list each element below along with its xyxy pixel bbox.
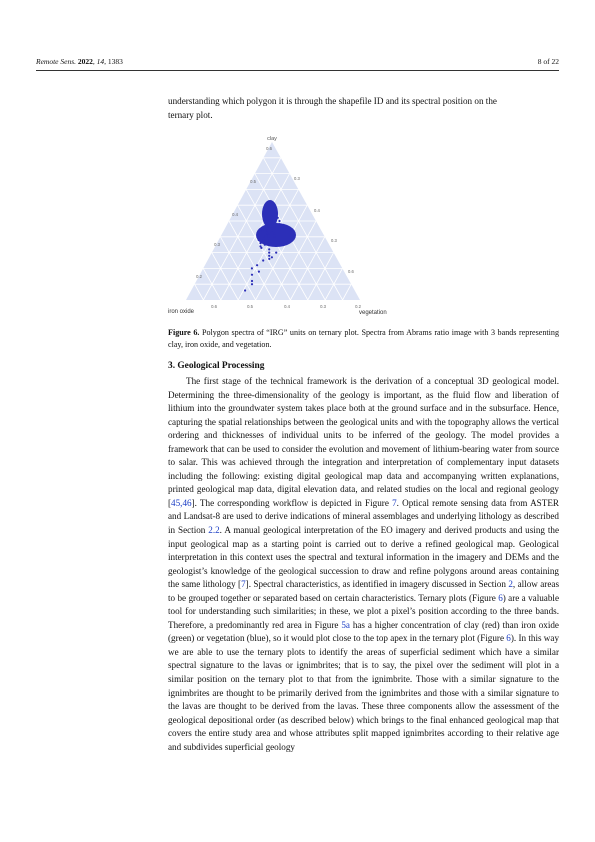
journal-volume: 14 <box>96 57 105 66</box>
body-text: , allow areas to be grouped together or separated based on certain characteristics. Ternary plots (Figure <box>168 579 559 603</box>
intro-paragraph <box>168 95 559 122</box>
left-tick: 0.6 <box>266 146 272 151</box>
data-point <box>251 274 253 276</box>
data-point <box>278 220 280 222</box>
data-point <box>268 255 270 257</box>
data-point <box>271 220 273 222</box>
page-number: 8 of 22 <box>537 57 559 66</box>
data-point <box>264 244 266 246</box>
left-tick: 0.2 <box>196 274 202 279</box>
journal-name: Remote Sens. <box>36 57 76 66</box>
dense-point-cloud <box>256 223 296 247</box>
citation-link[interactable]: 45,46 <box>171 497 192 508</box>
body-text: ) are a valuable tool for understanding such similarities; in these, we plot a pixel’s position according to the three bands. Therefore, a predominantly red area in Figure <box>168 592 560 630</box>
data-point <box>271 215 273 217</box>
data-point <box>268 252 270 254</box>
left-tick: 0.3 <box>214 242 220 247</box>
journal-year: 2022 <box>77 57 93 66</box>
citation-link[interactable]: 7 <box>241 579 246 590</box>
axis-label-clay: clay <box>267 136 277 142</box>
data-point <box>277 217 279 219</box>
bottom-tick: 0.3 <box>320 304 326 309</box>
data-point <box>268 258 270 260</box>
data-point <box>267 225 269 227</box>
data-point <box>273 226 275 228</box>
figure-link[interactable]: 6 <box>506 633 511 644</box>
right-tick: 0.3 <box>331 238 337 243</box>
data-point <box>273 236 275 238</box>
body-text: ). In this way we are able to use the ternary plots to identify the areas of superficial sediment which have a similar spectral signature to the lavas or ignimbrites; that is to say, the pixel over the sediment will plot in a similar position on the ternary plot to that from the ignimbrite. Those with a similar signature to the ignimbrites are thought to be primarily derived from the ignimbrites and those with a similar signature to the lavas are thought to be derived from the lavas. These three components allow the assessment of the geological depositional order (as described below) which brings to the final enhanced geological map that covers the entire study area and whose attributes split mapped ignimbrites according to their relative age and subdivides superficial geology <box>168 633 560 752</box>
data-point <box>271 256 273 258</box>
axis-label-vegetation: vegetation <box>359 310 387 316</box>
article-number: , 1383 <box>104 57 123 66</box>
bottom-ticks <box>211 304 361 309</box>
dense-point-cloud-upper <box>262 200 278 228</box>
data-point <box>251 267 253 269</box>
data-point <box>262 259 264 261</box>
data-point <box>271 231 273 233</box>
section-link[interactable]: 2 <box>508 579 513 590</box>
data-point <box>258 271 260 273</box>
bottom-tick: 0.5 <box>247 304 253 309</box>
data-point <box>261 229 263 231</box>
data-point <box>267 234 269 236</box>
data-point <box>268 248 270 250</box>
body-text: ]. Spectral characteristics, as identified in imagery discussed in Section <box>245 579 509 590</box>
header-rule <box>36 70 559 71</box>
body-text: has a higher concentration of clay (red) than iron oxide (green) or vegetation (blue), so it would plot close to the top apex in the ternary plot (Figure <box>168 619 559 644</box>
axis-label-iron-oxide: iron oxide <box>168 309 195 315</box>
data-point <box>267 237 269 239</box>
data-point <box>251 283 253 285</box>
body-text: . Optical remote sensing data from ASTER and Landsat-8 are used to derive indications of mineral assemblages and underlying lithology as described in Section <box>168 497 559 536</box>
figure-link[interactable]: 5a <box>341 619 350 630</box>
intro-line-1: understanding which polygon it is through the shapefile ID and its spectral position on the <box>168 96 497 106</box>
data-point <box>275 252 277 254</box>
right-tick: 0.4 <box>314 208 320 213</box>
data-point <box>271 223 273 225</box>
body-paragraph <box>168 375 559 754</box>
bottom-tick: 0.2 <box>355 304 361 309</box>
data-point <box>276 212 278 214</box>
figure-caption <box>168 327 559 351</box>
figure-caption-label: Figure 6. <box>168 328 200 337</box>
page-header <box>36 57 559 69</box>
figure-link[interactable]: 7 <box>392 497 397 508</box>
journal-citation: Remote Sens. 2022, 14, 1383 <box>36 57 123 66</box>
right-tick: 0.6 <box>348 269 354 274</box>
data-point <box>256 264 258 266</box>
data-point <box>260 247 262 249</box>
data-point <box>259 242 261 244</box>
data-point <box>278 223 280 225</box>
figure-link[interactable]: 6 <box>498 592 503 603</box>
data-point <box>271 228 273 230</box>
data-point <box>258 239 260 241</box>
body-text: The first stage of the technical framework is the derivation of a conceptual 3D geological model. Determining the three-dimensionality of the geology is important, as the fluid flow and liberation of lithium into the groundwater system takes place both at the ground surface and in the subsurface. Hence, capturing the spatial relationships between the geological units and with the topography allows the vertical ordering and thicknesses of individual units to be inferred of the geology. The model provides a framework that can be used to consider the evolution and movement of lithium-bearing water from source to salar. This was achieved through the integration and interpretation of complementary input datasets including the following: existing digital geological map data and accompanying written explanations, printed geological map data, digital elevation data, and related studies on the local and regional geology [ <box>168 376 559 508</box>
ternary-plot <box>168 132 406 318</box>
data-point <box>251 280 253 282</box>
bottom-tick: 0.6 <box>211 304 217 309</box>
body-text: ]. The corresponding workflow is depicted in Figure <box>191 497 393 508</box>
left-tick: 0.4 <box>232 212 238 217</box>
body-text: . A manual geological interpretation of the EO imagery and derived products and using the input geological map as a starting point is carried out to derive a refined geological map. Geological interpretation in this context uses the spectral and textural information in the imagery and DEMs and the geologist’s knowledge of the geological succession to draw and refine polygons around areas containing the same lithology [ <box>168 525 559 590</box>
section-link[interactable]: 2.2 <box>208 525 220 536</box>
right-tick: 0.3 <box>294 176 300 181</box>
data-point <box>263 236 265 238</box>
left-tick: 0.5 <box>250 179 256 184</box>
intro-line-2: ternary plot. <box>168 109 213 120</box>
data-point <box>244 289 246 291</box>
figure-caption-text: Polygon spectra of “IRG” units on ternary plot. Spectra from Abrams ratio image with 3 bands representing clay, iron oxide, and vegetation. <box>168 328 559 350</box>
data-point <box>266 229 268 231</box>
ternary-figure <box>168 132 406 318</box>
bottom-tick: 0.4 <box>284 304 290 309</box>
section-heading: 3. Geological Processing <box>168 361 265 371</box>
data-point <box>264 240 266 242</box>
data-point <box>273 233 275 235</box>
